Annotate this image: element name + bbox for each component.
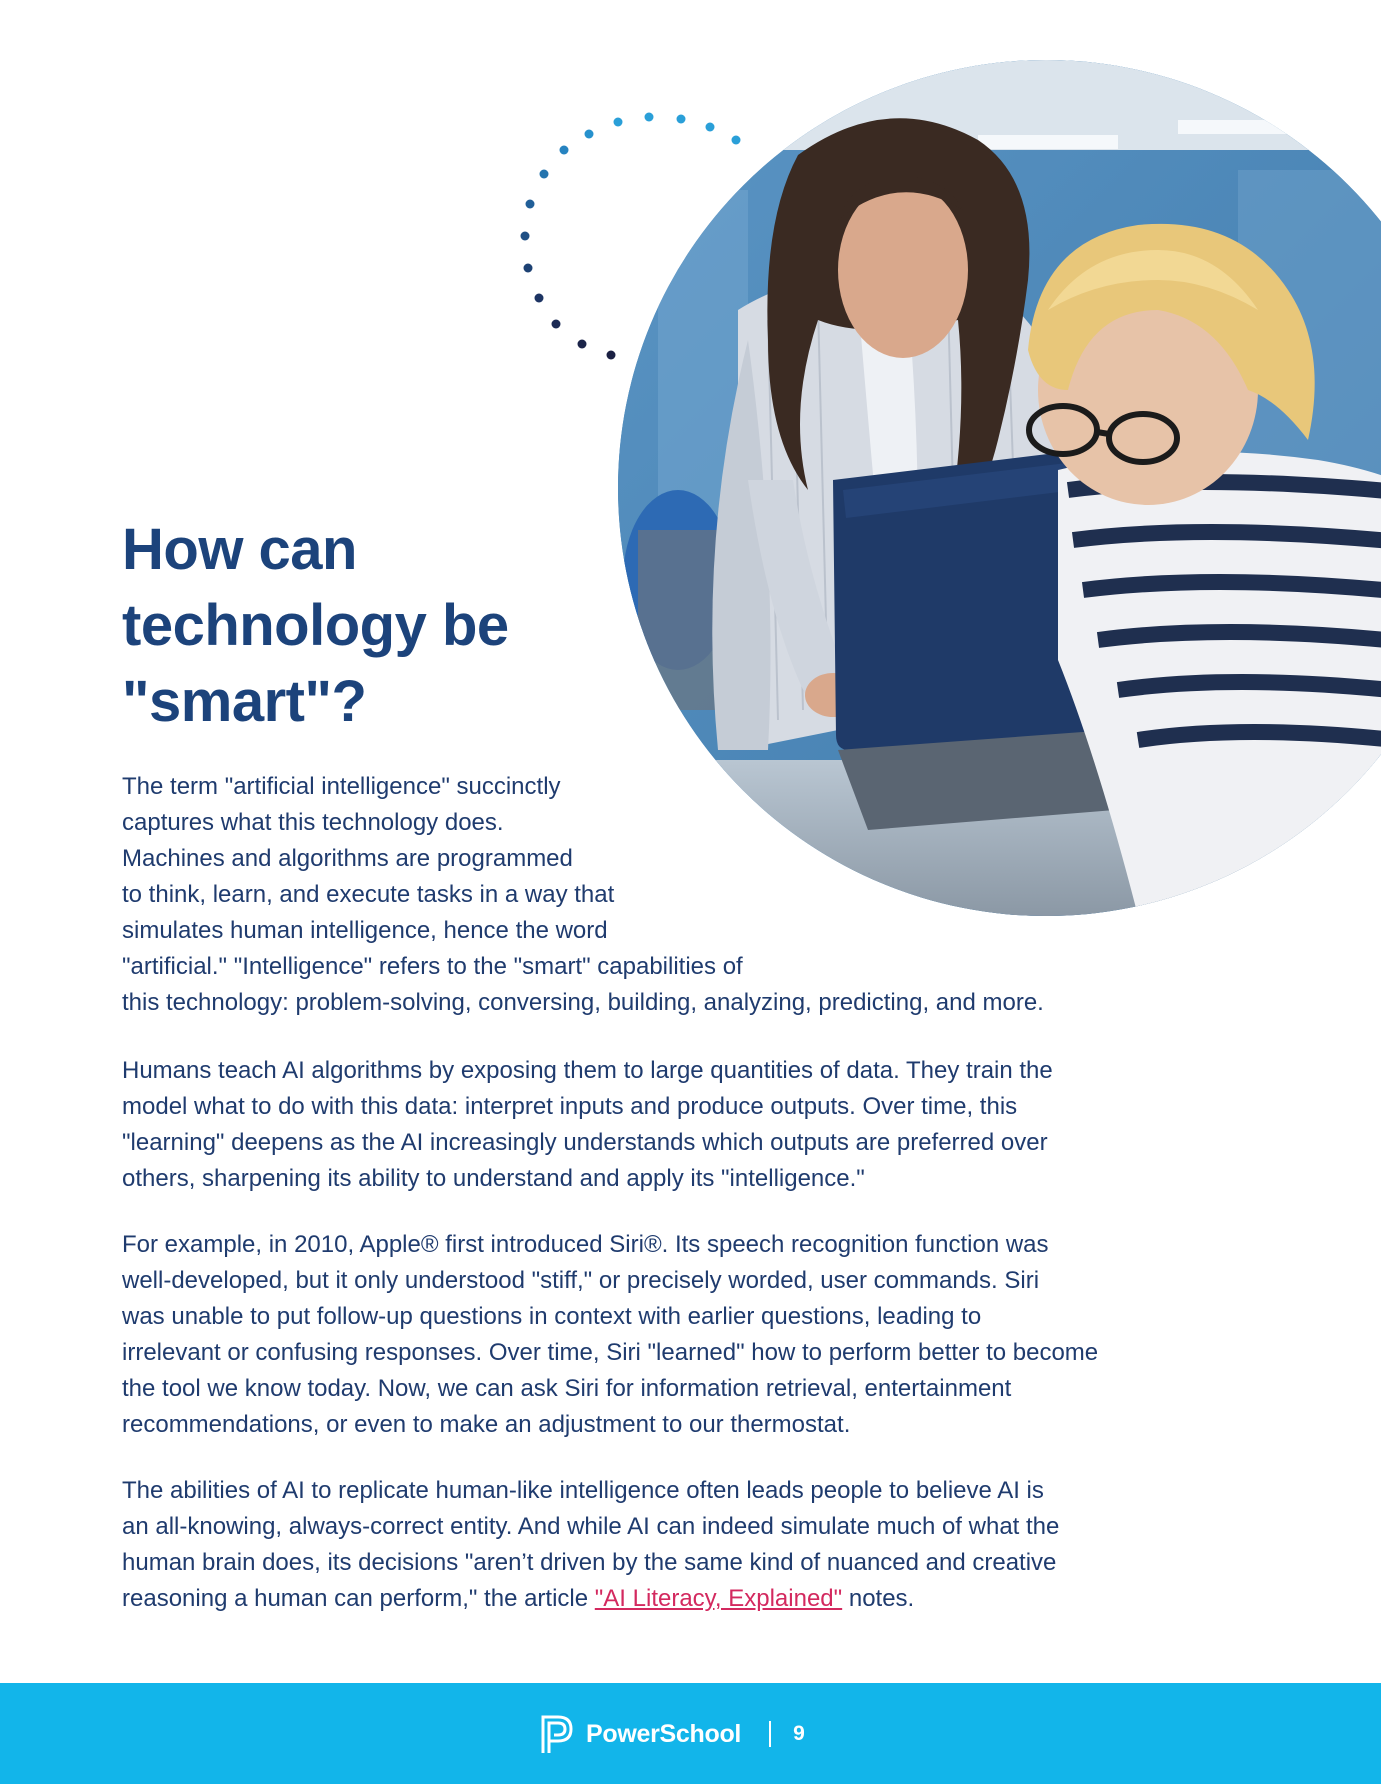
text-line: this technology: problem-solving, conversing, building, analyzing, predicting, and more. bbox=[122, 989, 1044, 1016]
text-line: Machines and algorithms are programmed bbox=[122, 845, 573, 872]
text-line: captures what this technology does. bbox=[122, 809, 504, 836]
page-title bbox=[122, 512, 682, 740]
text-line: "learning" deepens as the AI increasingly understands which outputs are preferred over bbox=[122, 1129, 1048, 1156]
brand-name: PowerSchool bbox=[586, 1719, 742, 1748]
ai-literacy-article-link[interactable]: "AI Literacy, Explained" bbox=[594, 1585, 843, 1612]
page-number: 9 bbox=[793, 1722, 805, 1745]
text-line: "artificial." "Intelligence" refers to the "smart" capabilities of bbox=[122, 953, 743, 980]
text-line: was unable to put follow-up questions in context with earlier questions, leading to bbox=[122, 1303, 982, 1330]
text-line: simulates human intelligence, hence the word bbox=[122, 917, 608, 944]
powerschool-logo-icon bbox=[540, 1713, 574, 1755]
text-line: well-developed, but it only understood "stiff," or precisely worded, user commands. Siri bbox=[122, 1267, 1040, 1294]
text-line: Humans teach AI algorithms by exposing them to large quantities of data. They train the bbox=[122, 1057, 1053, 1084]
footer-divider bbox=[769, 1721, 771, 1747]
paragraph-definition bbox=[122, 769, 1282, 1021]
footer-branding bbox=[540, 1713, 805, 1755]
text-line: human brain does, its decisions "aren’t driven by the same kind of nuanced and creative bbox=[122, 1549, 1057, 1576]
paragraph-training bbox=[122, 1053, 1282, 1197]
paragraph-siri-example bbox=[122, 1227, 1282, 1443]
text-line: the tool we know today. Now, we can ask Siri for information retrieval, entertainment bbox=[122, 1375, 1012, 1402]
text-segment: notes. bbox=[842, 1585, 915, 1612]
text-line-with-link bbox=[122, 1581, 1282, 1617]
text-line: others, sharpening its ability to understand and apply its "intelligence." bbox=[122, 1165, 865, 1192]
paragraph-ai-limits bbox=[122, 1473, 1282, 1617]
text-line: irrelevant or confusing responses. Over time, Siri "learned" how to perform better to become bbox=[122, 1339, 1099, 1366]
text-line: model what to do with this data: interpret inputs and produce outputs. Over time, this bbox=[122, 1093, 1018, 1120]
text-line: The abilities of AI to replicate human-like intelligence often leads people to believe AI is bbox=[122, 1477, 1044, 1504]
text-line: recommendations, or even to make an adjustment to our thermostat. bbox=[122, 1411, 851, 1438]
text-line: to think, learn, and execute tasks in a way that bbox=[122, 881, 615, 908]
text-segment: reasoning a human can perform," the article bbox=[122, 1585, 595, 1612]
text-line: For example, in 2010, Apple® first introduced Siri®. Its speech recognition function was bbox=[122, 1231, 1049, 1258]
page-footer bbox=[0, 1683, 1381, 1784]
text-line: an all-knowing, always-correct entity. And while AI can indeed simulate much of what the bbox=[122, 1513, 1060, 1540]
title-line: technology be bbox=[122, 593, 509, 658]
title-line: "smart"? bbox=[122, 669, 367, 734]
text-line: The term "artificial intelligence" succinctly bbox=[122, 773, 561, 800]
title-line: How can bbox=[122, 517, 357, 582]
